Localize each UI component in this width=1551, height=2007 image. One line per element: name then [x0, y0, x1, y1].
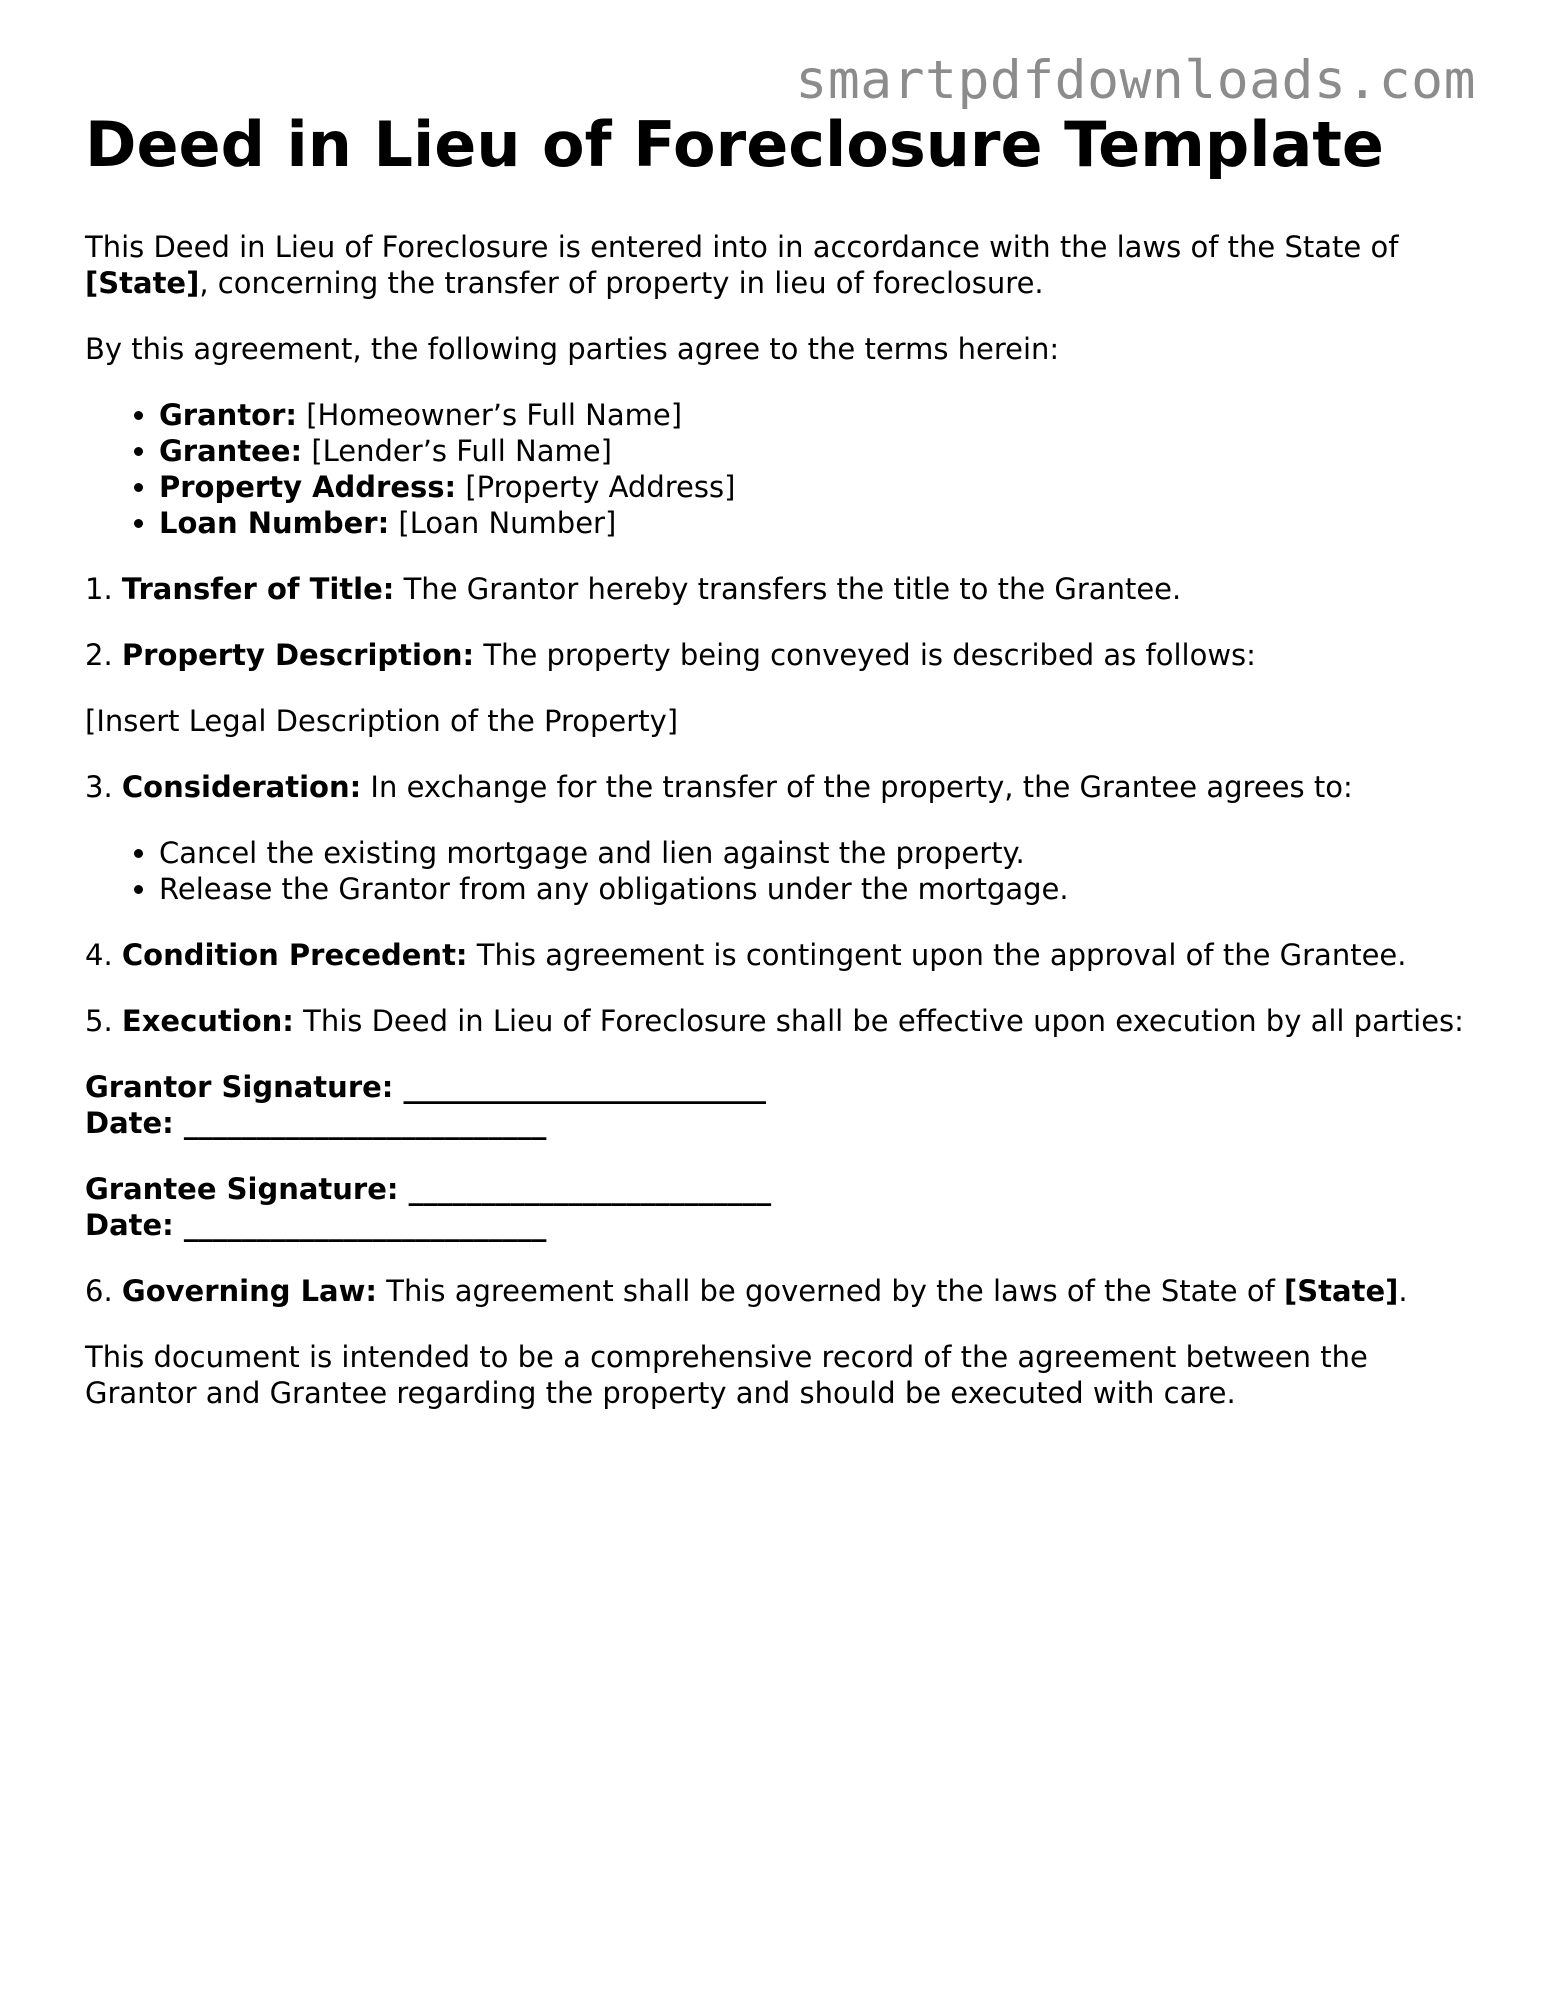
- section-number: 6.: [85, 1274, 122, 1308]
- date-label: Date:: [85, 1208, 184, 1242]
- section-transfer-of-title: [85, 571, 1475, 607]
- section-text: This Deed in Lieu of Foreclosure shall be effective upon execution by all parties:: [293, 1004, 1464, 1038]
- section-heading: Governing Law:: [121, 1274, 378, 1308]
- section-text: The property being conveyed is described as follows:: [474, 638, 1256, 672]
- consideration-list: [85, 835, 1475, 907]
- party-value: [Lender’s Full Name]: [302, 434, 612, 468]
- grantee-signature-line: [85, 1171, 1475, 1207]
- section-execution: [85, 1003, 1475, 1039]
- party-label: Grantor:: [159, 398, 298, 432]
- section-heading: Execution:: [121, 1004, 294, 1038]
- section-text: In exchange for the transfer of the property, the Grantee agrees to:: [361, 770, 1353, 804]
- date-label: Date:: [85, 1106, 184, 1140]
- intro-text-before: This Deed in Lieu of Foreclosure is entered into in accordance with the laws of the State of: [85, 230, 1399, 264]
- signature-label: Grantor Signature:: [85, 1070, 404, 1104]
- party-label: Loan Number:: [159, 506, 390, 540]
- section-consideration: [85, 769, 1475, 805]
- section-number: 3.: [85, 770, 122, 804]
- agreement-line: By this agreement, the following parties agree to the terms herein:: [85, 332, 1060, 366]
- parties-list: [85, 397, 1475, 541]
- section-number: 4.: [85, 938, 122, 972]
- watermark-text: smartpdfdownloads.com: [795, 50, 1476, 111]
- party-value: [Loan Number]: [389, 506, 617, 540]
- grantee-date-field[interactable]: _________________________: [183, 1208, 547, 1242]
- legal-description-placeholder: [Insert Legal Description of the Property]: [85, 704, 679, 738]
- party-value: [Property Address]: [456, 470, 736, 504]
- closing-paragraph: This document is intended to be a comprehensive record of the agreement between the Grantor and Grantee regarding the property and should be executed with care.: [85, 1340, 1368, 1410]
- section-number: 1.: [85, 572, 122, 606]
- signature-label: Grantee Signature:: [85, 1172, 409, 1206]
- section-governing-law: [85, 1273, 1475, 1309]
- section-heading: Property Description:: [121, 638, 475, 672]
- section-end: .: [1398, 1274, 1408, 1308]
- intro-text-after: , concerning the transfer of property in lieu of foreclosure.: [199, 266, 1044, 300]
- grantor-signature-field[interactable]: _________________________: [403, 1070, 766, 1104]
- grantor-date-field[interactable]: _________________________: [183, 1106, 547, 1140]
- document-body: [85, 105, 1475, 1441]
- grantor-signature-line: [85, 1069, 1475, 1105]
- section-property-description: [85, 637, 1475, 673]
- party-item-grantee: [159, 433, 1475, 469]
- section-heading: Consideration:: [121, 770, 362, 804]
- governing-state-placeholder: [State]: [1284, 1274, 1399, 1308]
- grantor-date-line: [85, 1105, 1475, 1141]
- section-condition-precedent: [85, 937, 1475, 973]
- section-heading: Transfer of Title:: [121, 572, 395, 606]
- grantor-signature-block: [85, 1069, 1475, 1141]
- party-label: Grantee:: [159, 434, 303, 468]
- intro-state-placeholder: [State]: [85, 266, 200, 300]
- party-item-property-address: [159, 469, 1475, 505]
- section-number: 5.: [85, 1004, 122, 1038]
- section-number: 2.: [85, 638, 122, 672]
- party-label: Property Address:: [159, 470, 457, 504]
- party-value: [Homeowner’s Full Name]: [297, 398, 683, 432]
- grantee-signature-block: [85, 1171, 1475, 1243]
- grantee-signature-field[interactable]: _________________________: [408, 1172, 772, 1206]
- intro-paragraph: [85, 229, 1475, 301]
- grantee-date-line: [85, 1207, 1475, 1243]
- section-text: This agreement is contingent upon the approval of the Grantee.: [467, 938, 1407, 972]
- page-title: Deed in Lieu of Foreclosure Template: [85, 108, 1384, 181]
- section-heading: Condition Precedent:: [121, 938, 468, 972]
- party-item-loan-number: [159, 505, 1475, 541]
- consideration-item: • Release the Grantor from any obligations under the mortgage.: [159, 871, 1475, 907]
- party-item-grantor: [159, 397, 1475, 433]
- section-text: The Grantor hereby transfers the title to the Grantee.: [394, 572, 1182, 606]
- section-text: This agreement shall be governed by the laws of the State of: [377, 1274, 1285, 1308]
- consideration-item: • Cancel the existing mortgage and lien against the property.: [159, 835, 1475, 871]
